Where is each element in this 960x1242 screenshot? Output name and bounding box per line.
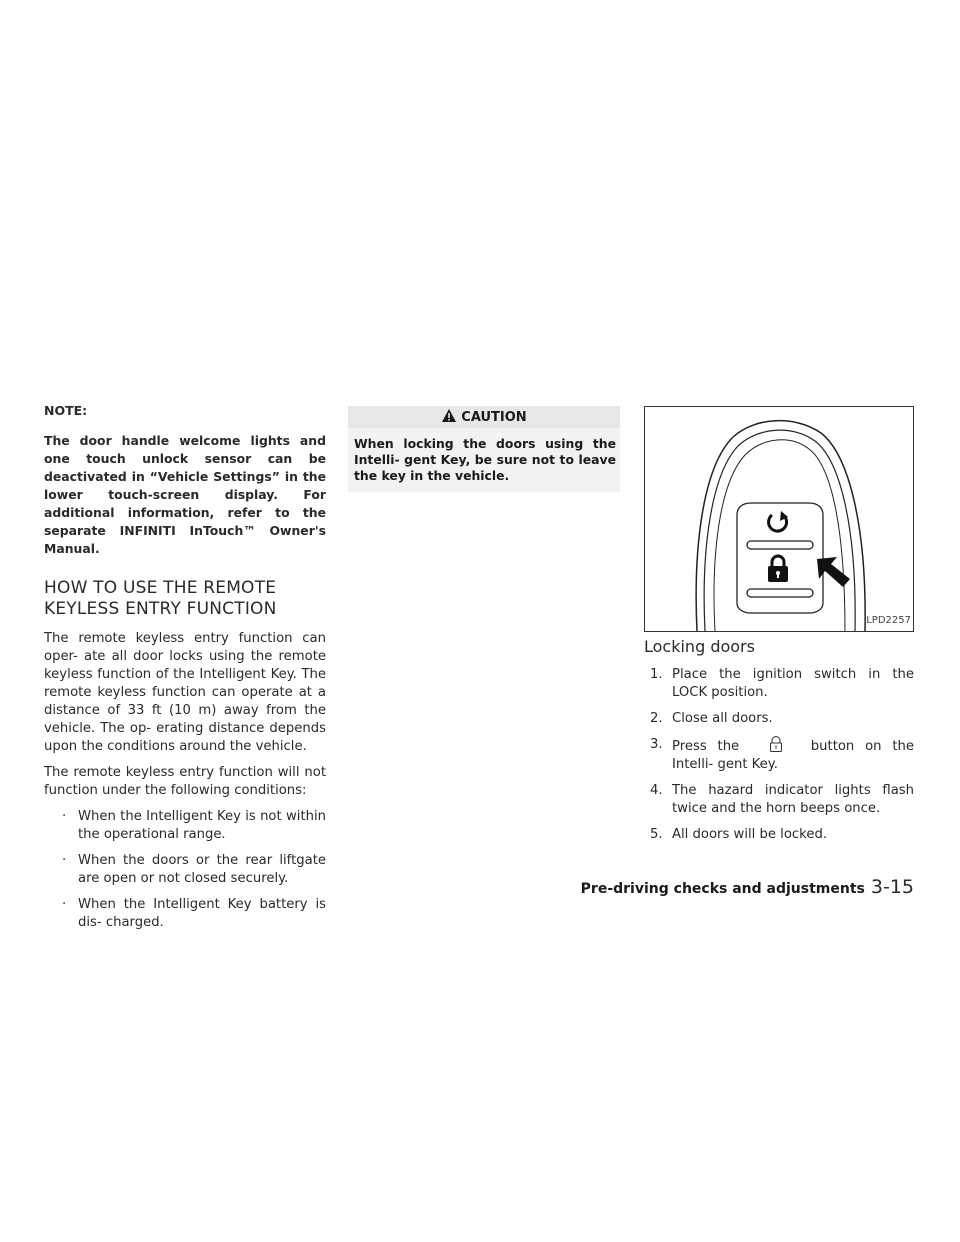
caution-body: When locking the doors using the Intelli- gent Key, be sure not to leave the key in the vehicle.: [348, 428, 620, 492]
caution-panel: [348, 406, 620, 492]
warning-icon: [441, 408, 457, 427]
section-heading: [44, 578, 326, 620]
left-column: [44, 402, 326, 940]
bullet-glyph: ·: [62, 897, 67, 912]
page-footer: [581, 876, 914, 898]
step-number: 1.: [650, 667, 663, 682]
list-item: [44, 852, 326, 888]
condition-text: When the doors or the rear liftgate are open or not closed securely.: [78, 853, 326, 886]
conditions-intro: The remote keyless entry function will not function under the following conditions:: [44, 765, 326, 798]
locking-steps: [644, 666, 914, 844]
step-number: 2.: [650, 711, 663, 726]
chapter-title: Pre-driving checks and adjustments: [580, 881, 865, 897]
section-heading-line-2: KEYLESS ENTRY FUNCTION: [44, 599, 277, 619]
bullet-glyph: ·: [62, 853, 67, 868]
list-item: [44, 896, 326, 932]
list-item: [644, 736, 914, 774]
step-text: The hazard indicator lights flash twice and the horn beeps once.: [672, 783, 914, 816]
lock-icon: [766, 736, 786, 752]
list-item: [644, 666, 914, 702]
conditions-list: [44, 808, 326, 932]
list-item: [644, 826, 914, 844]
list-item: [44, 808, 326, 844]
list-item: [644, 782, 914, 818]
locking-doors-heading: Locking doors: [644, 637, 755, 656]
note-label: NOTE:: [44, 403, 88, 418]
remote-keyless-description: The remote keyless entry function can oper- ate all door locks using the remote keyless function of the Intelligent Key. The remote keyless function can operate at a distance of 33 ft (10 m) away from the vehicle. The op- erating distance depends upon the conditions around the vehicle.: [44, 631, 326, 754]
condition-text: When the Intelligent Key is not within the operational range.: [78, 809, 326, 842]
step-text: All doors will be locked.: [672, 827, 828, 842]
intelligent-key-figure: [644, 406, 914, 632]
caution-header: [348, 406, 620, 428]
note-body: The door handle welcome lights and one touch unlock sensor can be deactivated in “Vehicle Settings” in the lower touch-screen display. For additional information, refer to the separate INFINITI InTouch™ Owner's Manual.: [44, 433, 326, 556]
step-number: 5.: [650, 827, 663, 842]
page-number: 3-15: [870, 876, 914, 898]
condition-text: When the Intelligent Key battery is dis- charged.: [78, 897, 326, 930]
list-item: [644, 710, 914, 728]
step-text-pre: Press the: [672, 739, 740, 754]
bullet-glyph: ·: [62, 809, 67, 824]
intelligent-key-illustration: [645, 407, 913, 631]
figure-label: LPD2257: [866, 615, 911, 626]
caution-title: CAUTION: [461, 409, 527, 425]
section-heading-line-1: HOW TO USE THE REMOTE: [44, 578, 277, 598]
step-text-post: button on the Intelli- gent Key.: [672, 739, 914, 772]
step-text: Close all doors.: [672, 711, 773, 726]
step-number: 4.: [650, 783, 663, 798]
step-number: 3.: [650, 737, 663, 752]
right-column: [644, 406, 914, 852]
step-text: Place the ignition switch in the LOCK position.: [672, 667, 914, 700]
